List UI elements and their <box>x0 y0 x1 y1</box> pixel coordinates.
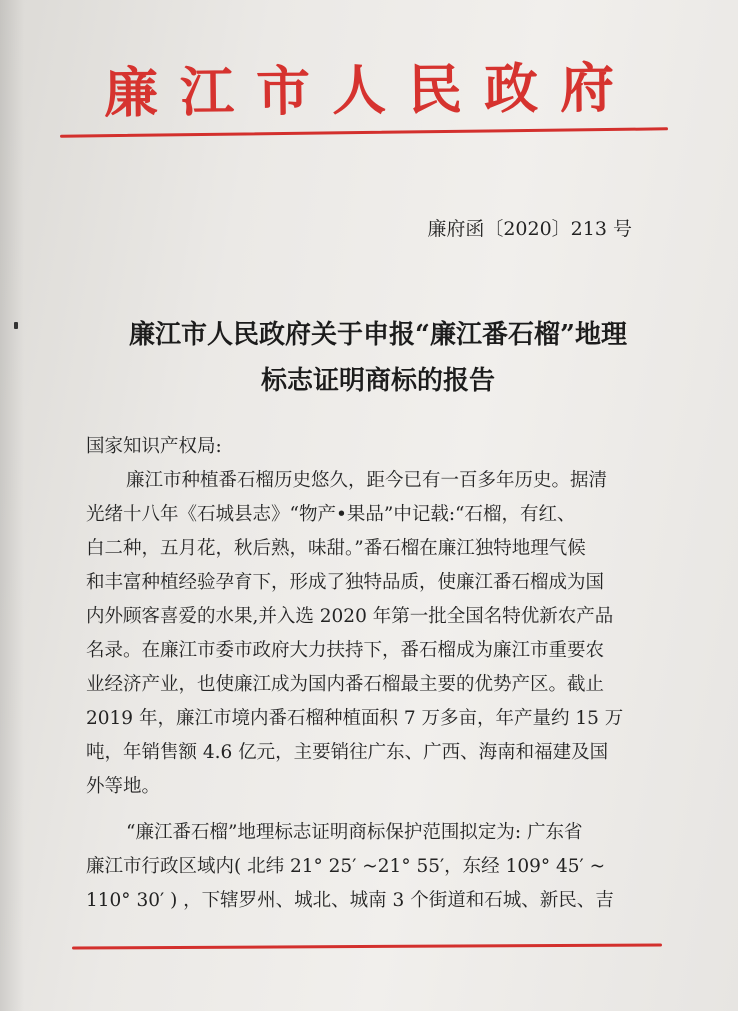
body-line: “廉江番石榴”地理标志证明商标保护范围拟定为: 广东省 <box>126 822 583 843</box>
body-line: 廉江市行政区域内( 北纬 21° 25′ ~21° 55′，东经 109° 45′ ~ <box>86 856 606 877</box>
document-title <box>78 312 678 404</box>
body-line: 110° 30′ ) ，下辖罗州、城北、城南 3 个街道和石城、新民、吉 <box>86 890 614 911</box>
body-line: 外等地。 <box>86 776 161 797</box>
body-line: 2019 年，廉江市境内番石榴种植面积 7 万多亩，年产量约 15 万 <box>86 708 624 729</box>
paragraph-1 <box>86 464 666 804</box>
letterhead-title: 廉江市人民政府 <box>103 55 637 125</box>
body-line: 和丰富种植经验孕育下，形成了独特品质，使廉江番石榴成为国 <box>86 572 605 593</box>
document-body <box>86 430 666 918</box>
paragraph-2 <box>86 816 666 918</box>
body-line: 名录。在廉江市委市政府大力扶持下，番石榴成为廉江市重要农 <box>86 640 605 661</box>
page-shadow <box>0 0 24 1011</box>
margin-mark <box>14 322 18 329</box>
paragraph-gap <box>86 804 666 816</box>
title-line: 标志证明商标的报告 <box>260 366 495 396</box>
title-line: 廉江市人民政府关于申报“廉江番石榴”地理 <box>129 320 627 350</box>
body-line: 业经济产业，也使廉江成为国内番石榴最主要的优势产区。截止 <box>86 674 605 695</box>
body-line: 白二种，五月花，秋后熟，味甜。”番石榴在廉江独特地理气候 <box>86 538 586 559</box>
salutation: 国家知识产权局: <box>86 436 222 457</box>
body-line: 光绪十八年《石城县志》“物产•果品”中记载:“石榴，有红、 <box>86 504 576 525</box>
document-number: 廉府函〔2020〕213 号 <box>427 218 632 240</box>
body-line: 吨，年销售额 4.6 亿元，主要销往广东、广西、海南和福建及国 <box>86 742 609 763</box>
body-line: 廉江市种植番石榴历史悠久，距今已有一百多年历史。据清 <box>126 470 608 491</box>
footer-rule <box>72 943 662 949</box>
body-line: 内外顾客喜爱的水果,并入选 2020 年第一批全国名特优新农产品 <box>86 606 614 627</box>
